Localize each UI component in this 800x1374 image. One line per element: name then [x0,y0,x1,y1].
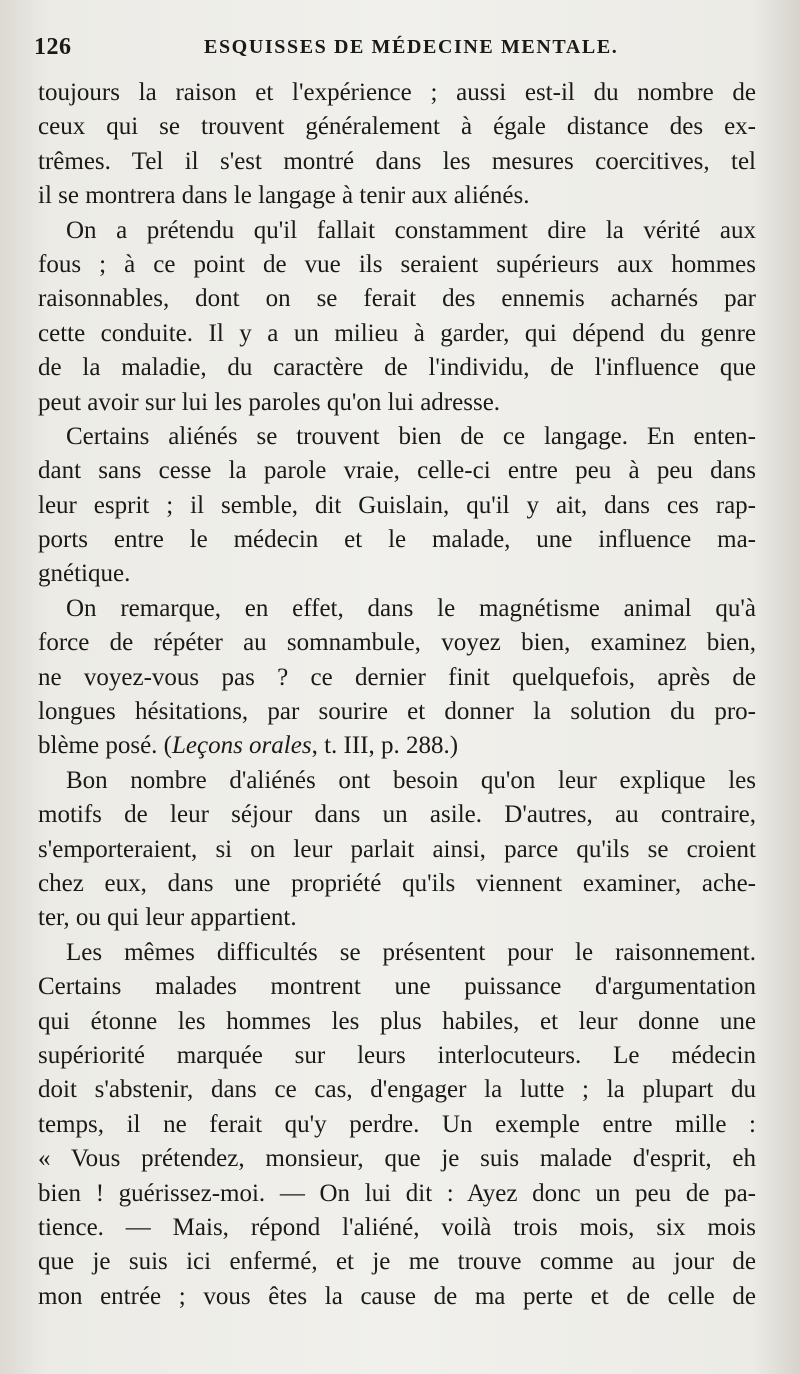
text-line: On remarque, en effet, dans le magnétisme animal qu'à [66,594,756,622]
text-line: s'emporteraient, si on leur parlait ainsi, parce qu'ils se croient [38,835,756,863]
text-line: On a prétendu qu'il fallait constamment dire la vérité aux [66,216,756,244]
page-header [34,34,744,68]
text-line: qui étonne les hommes les plus habiles, et leur donne une [38,1007,756,1035]
italic-citation: Leçons orales [171,732,312,760]
text-line: temps, il ne ferait qu'y perdre. Un exemple entre mille : [38,1110,756,1138]
text-line: motifs de leur séjour dans un asile. D'autres, au contraire, [38,801,756,829]
running-title: ESQUISSES DE MÉDECINE MENTALE. [204,36,619,58]
text-line: raisonnables, dont on se ferait des ennemis acharnés par [38,285,756,313]
text-line: « Vous prétendez, monsieur, que je suis malade d'esprit, eh [38,1145,756,1173]
text-line: longues hésitations, par sourire et donner la solution du pro- [38,698,756,726]
text-line: leur esprit ; il semble, dit Guislain, qu'il y ait, dans ces rap- [38,491,756,519]
text-line: dant sans cesse la parole vraie, celle-ci entre peu à peu dans [38,457,756,485]
text-line: que je suis ici enfermé, et je me trouve comme au jour de [38,1248,756,1276]
text-line: Les mêmes difficultés se présentent pour le raisonnement. [66,938,756,966]
text-line: il se montrera dans le langage à tenir aux aliénés. [38,182,530,210]
text-line: doit s'abstenir, dans ce cas, d'engager la lutte ; la plupart du [38,1076,756,1104]
body-text [38,76,756,1314]
text-line: chez eux, dans une propriété qu'ils viennent examiner, ache- [38,869,756,897]
text-line: ter, ou qui leur appartient. [38,904,297,932]
text-line: tience. — Mais, répond l'aliéné, voilà trois mois, six mois [38,1213,756,1241]
text-line: toujours la raison et l'expérience ; aussi est-il du nombre de [38,79,756,106]
page-number: 126 [34,34,72,60]
text-line: Certains malades montrent une puissance d'argumentation [38,973,756,1001]
text-line: force de répéter au somnambule, voyez bien, examinez bien, [38,629,756,657]
text-line: Certains aliénés se trouvent bien de ce langage. En enten- [66,422,756,450]
text-line: mon entrée ; vous êtes la cause de ma perte et de celle de [38,1282,756,1310]
text-line [38,729,756,763]
text-line: ports entre le médecin et le malade, une influence ma- [38,526,756,554]
text-line: trêmes. Tel il s'est montré dans les mesures coercitives, tel [38,147,756,175]
text-line: peut avoir sur lui les paroles qu'on lui adresse. [38,388,501,416]
text-line: supériorité marquée sur leurs interlocuteurs. Le médecin [38,1041,756,1069]
text-line: de la maladie, du caractère de l'individu, de l'influence que [38,354,756,382]
text-line: Bon nombre d'aliénés ont besoin qu'on leur explique les [66,766,756,794]
text-line: cette conduite. Il y a un milieu à garder, qui dépend du genre [38,319,756,347]
text-line: ceux qui se trouvent généralement à égale distance des ex- [38,113,756,141]
text-line: ne voyez-vous pas ? ce dernier finit quelquefois, après de [38,663,756,691]
text-line: bien ! guérissez-moi. — On lui dit : Ayez donc un peu de pa- [38,1179,756,1207]
text-segment: blème posé. ( [38,732,172,760]
text-segment: , t. III, p. 288.) [311,732,459,760]
text-line: gnétique. [38,560,131,588]
text-line: fous ; à ce point de vue ils seraient supérieurs aux hommes [38,250,756,278]
